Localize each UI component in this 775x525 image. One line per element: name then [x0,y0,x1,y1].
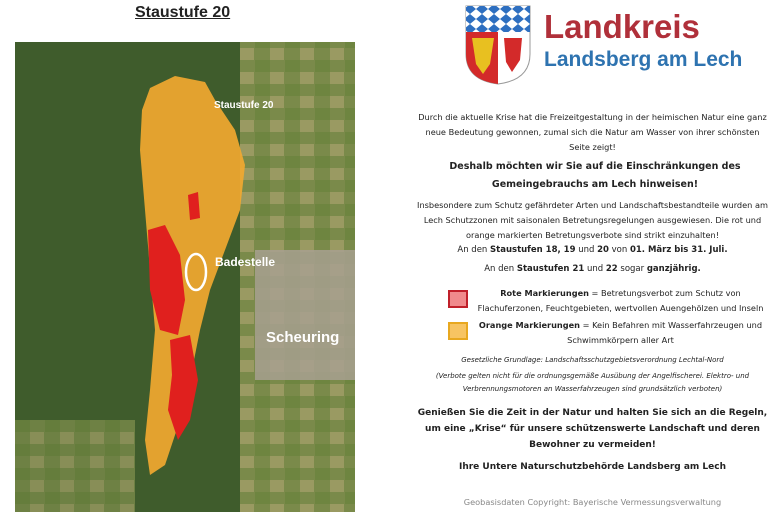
protection-paragraph: Insbesondere zum Schutz gefährdeter Arten und Landschaftsbestandteile wurden am Lech Schutzzonen mit saisonalen Betretungsregelungen ausgewiesen. Die rot und orange markierten Betretungsverbote sind strikt einzuhalten! [417,200,768,240]
red-zone-east [188,192,200,220]
aerial-map [15,42,355,512]
signature: Ihre Untere Naturschutzbehörde Landsberg am Lech [458,462,727,472]
legal-basis: Gesetzliche Grundlage: Landschaftsschutzgebietsverordnung Lechtal-Nord [461,356,724,364]
legend-orange: Orange Markierungen = Kein Befahren mit Wasserfahrzeugen und Schwimmkörpern aller Art [448,318,773,348]
fields-southwest [15,420,135,512]
red-swatch-icon [448,290,468,308]
date-line-1: An den Staustufen 18, 19 und 20 von 01. März bis 31. Juli. [457,245,728,255]
town-area [255,250,355,380]
dam-label: Staustufe 20 [214,100,274,111]
closing-text: Genießen Sie die Zeit in der Natur und halten Sie sich an die Regeln, um eine „Krise“ für unsere schützenswerte Landschaft und deren Bewohner zu vermeiden! [417,408,768,450]
legend-red: Rote Markierungen = Betretungsverbot zum Schutz von Flachuferzonen, Feuchtgebieten, wertvollen Auengehölzen und Inseln [448,286,773,316]
coat-of-arms-icon [464,4,532,86]
logo-line1: Landkreis [544,8,700,45]
logo-line2: Landsberg am Lech [544,48,743,71]
map-title: Staustufe 20 [135,4,231,21]
exception-note: (Verbote gelten nicht für die ordnungsgemäße Ausübung der Angelfischerei. Elektro- und Verbrennungsmotoren an Wasserfahrzeugen sind grundsätzlich verboten) [435,372,750,393]
intro-heading: Deshalb möchten wir Sie auf die Einschränkungen des Gemeingebrauchs am Lech hinweisen! [449,161,741,190]
orange-swatch-icon [448,322,468,340]
intro-paragraph: Durch die aktuelle Krise hat die Freizeitgestaltung in der heimischen Natur eine ganz neue Bedeutung gewonnen, zumal sich die Natur am Wasser von ihrer schönsten Seite zeigt! [418,112,767,152]
date-line-2: An den Staustufen 21 und 22 sogar ganzjährig. [484,264,701,274]
bathing-label: Badestelle [215,255,276,269]
landkreis-logo [464,4,744,88]
copyright: Geobasisdaten Copyright: Bayerische Vermessungsverwaltung [463,497,722,507]
town-label: Scheuring [266,329,340,346]
